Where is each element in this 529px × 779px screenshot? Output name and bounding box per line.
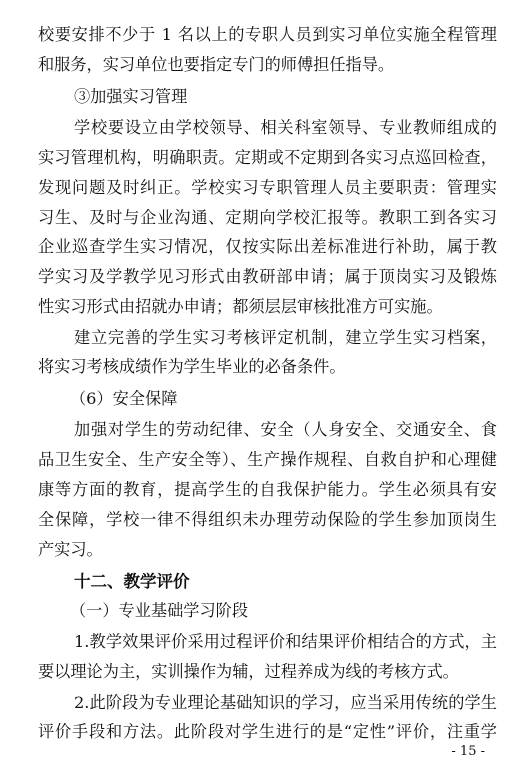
text-line: 要以理论为主，实训操作为辅，过程养成为线的考核方式。 — [38, 662, 459, 681]
text-line: 企业巡查学生实习情况，仅按实际出差标准进行补助，属于教 — [38, 237, 497, 256]
text-line: 品卫生安全、生产安全等）、生产操作规程、自救自护和心理健 — [38, 450, 497, 469]
text-line: 康等方面的教育，提高学生的自我保护能力。学生必须具有安 — [38, 480, 497, 499]
text-line: 加强对学生的劳动纪律、安全（人身安全、交通安全、食 — [74, 420, 497, 439]
text-line: 学校要设立由学校领导、相关科室领导、专业教师组成的 — [74, 118, 497, 137]
text-line: 性实习形式由招就办申请；都须层层审核批准方可实施。 — [38, 297, 443, 316]
subsection-heading: （一）专业基础学习阶段 — [70, 601, 249, 620]
text-line: 发现问题及时纠正。学校实习专职管理人员主要职责：管理实 — [38, 178, 497, 197]
text-line: 习生、及时与企业沟通、定期向学校汇报等。教职工到各实习 — [38, 208, 497, 227]
text-line: 和服务，实习单位也要指定专门的师傅担任指导。 — [38, 55, 395, 74]
text-line: 产实习。 — [38, 540, 103, 559]
text-line: 建立完善的学生实习考核评定机制，建立学生实习档案， — [74, 328, 497, 347]
text-line: 将实习考核成绩作为学生毕业的必备条件。 — [38, 357, 346, 376]
text-line: 学实习及学教学见习形式由教研部申请；属于顶岗实习及锻炼 — [38, 267, 497, 286]
page-number: - 15 - — [451, 744, 485, 759]
text-line: 实习管理机构，明确职责。定期或不定期到各实习点巡回检查， — [38, 148, 497, 167]
section-heading: ③加强实习管理 — [74, 87, 188, 106]
text-line: 全保障，学校一律不得组织未办理劳动保险的学生参加顶岗生 — [38, 510, 497, 529]
chapter-heading: 十二、教学评价 — [74, 572, 190, 591]
text-line: 校要安排不少于 1 名以上的专职人员到实习单位实施全程管理 — [38, 25, 497, 44]
text-line: 2.此阶段为专业理论基础知识的学习，应当采用传统的学生 — [74, 693, 497, 712]
text-line: 评价手段和方法。此阶段对学生进行的是“定性”评价，注重学 — [38, 722, 497, 741]
text-line: 1.教学效果评价采用过程评价和结果评价相结合的方式，主 — [74, 632, 497, 651]
section-heading: （6）安全保障 — [70, 389, 178, 408]
